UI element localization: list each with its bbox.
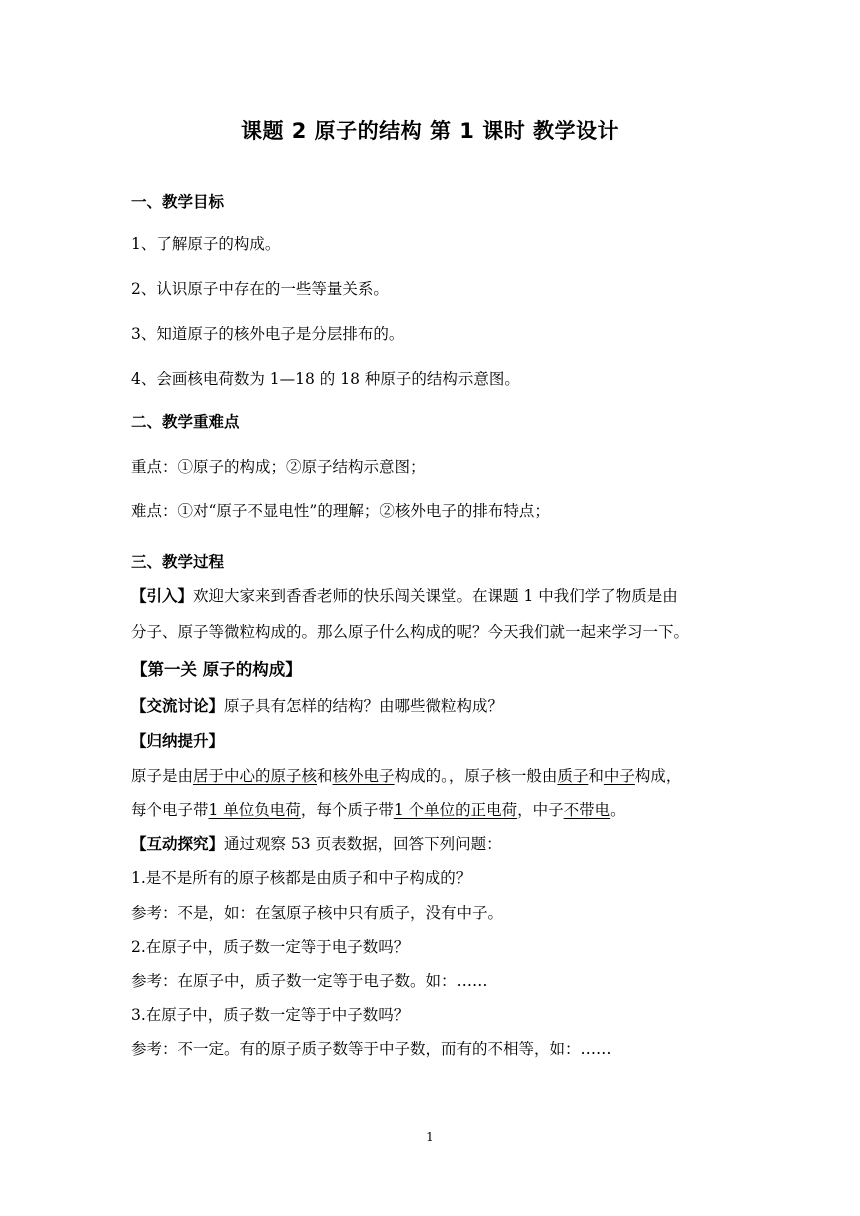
summary-blank: 核外电子: [332, 767, 395, 785]
level-heading: 【第一关 原子的构成】: [131, 660, 302, 679]
summary-text: ，每个质子带: [300, 801, 394, 819]
objective-item: 1、了解原子的构成。: [131, 235, 281, 253]
explore-text: 通过观察 53 页表数据，回答下列问题：: [224, 835, 502, 853]
summary-blank: 1 单位负电荷: [208, 801, 301, 819]
summary-blank: 1 个单位的正电荷: [393, 801, 518, 819]
summary-text: 每个电子带: [131, 801, 209, 819]
summary-tag: 【归纳提升】: [131, 732, 225, 750]
discussion-line: [131, 694, 503, 716]
summary-line: [131, 764, 681, 786]
objective-item: 4、会画核电荷数为 1—18 的 18 种原子的结构示意图。: [131, 370, 520, 388]
answer-item: 参考：不是，如：在氢原子核中只有质子，没有中子。: [131, 904, 504, 922]
explore-tag: 【互动探究】: [131, 835, 225, 853]
page-title: 课题 2 原子的结构 第 1 课时 教学设计: [240, 119, 620, 143]
objective-item: 3、知道原子的核外电子是分层排布的。: [131, 325, 405, 343]
question-item: 2.在原子中，质子数一定等于电子数吗？: [131, 938, 410, 956]
intro-text: 欢迎大家来到香香老师的快乐闯关课堂。在课题 1 中我们学了物质是由: [193, 587, 678, 605]
objective-item: 2、认识原子中存在的一些等量关系。: [131, 280, 389, 298]
explore-line: [131, 832, 502, 854]
summary-blank: 不带电: [563, 801, 611, 819]
difficult-point: 难点：①对“原子不显电性”的理解；②核外电子的排布特点；: [131, 502, 550, 520]
summary-text: 和: [317, 767, 333, 785]
discussion-tag: 【交流讨论】: [131, 697, 225, 715]
summary-text: 构成的。，原子核一般由: [394, 767, 558, 785]
section-heading-key-points: 二、教学重难点: [131, 413, 240, 431]
summary-blank: 质子: [557, 767, 589, 785]
section-heading-objectives: 一、教学目标: [131, 193, 225, 211]
key-point: 重点：①原子的构成；②原子结构示意图；: [131, 458, 426, 476]
summary-text: 。: [610, 801, 626, 819]
question-item: 1.是不是所有的原子核都是由质子和中子构成的？: [131, 869, 472, 887]
answer-item: 参考：不一定。有的原子质子数等于中子数，而有的不相等，如：……: [131, 1040, 612, 1058]
discussion-text: 原子具有怎样的结构？由哪些微粒构成？: [224, 697, 504, 715]
summary-text: 和: [588, 767, 604, 785]
intro-paragraph-line: [131, 584, 678, 606]
summary-text: 构成，: [634, 767, 682, 785]
summary-blank: 中子: [603, 767, 635, 785]
page-number: 1: [426, 1130, 434, 1144]
section-heading-process: 三、教学过程: [131, 553, 225, 571]
summary-blank: 居于中心的原子核: [193, 767, 318, 785]
summary-text: ，中子: [517, 801, 564, 819]
question-item: 3.在原子中，质子数一定等于中子数吗？: [131, 1006, 410, 1024]
summary-line: [131, 798, 626, 820]
intro-paragraph-line: 分子、原子等微粒构成的。那么原子什么构成的呢？今天我们就一起来学习一下。: [131, 623, 690, 641]
answer-item: 参考：在原子中，质子数一定等于电子数。如：……: [131, 972, 488, 990]
intro-tag: 【引入】: [131, 587, 194, 605]
summary-text: 原子是由: [131, 767, 194, 785]
